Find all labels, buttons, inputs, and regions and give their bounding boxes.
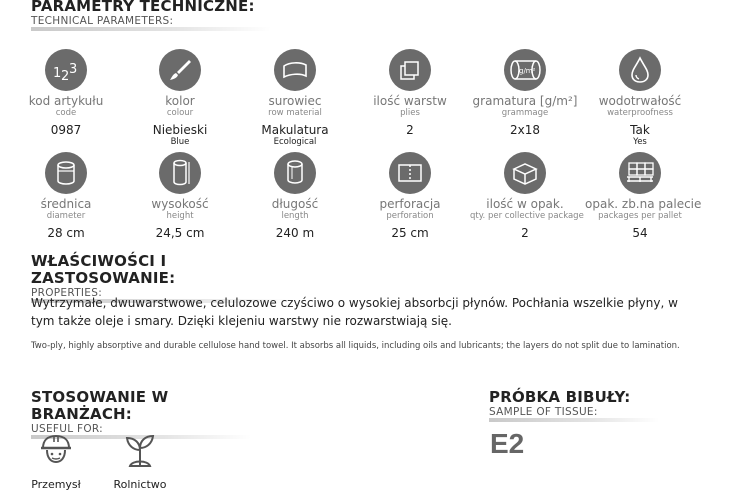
svg-text:1: 1 xyxy=(53,66,62,80)
properties-description-en: Two-ply, highly absorptive and durable cellulose hand towel. It absorbs all liquids, including oils and lubricants; the layers do not split due to lamination. xyxy=(31,341,680,351)
svg-text:g/m²: g/m² xyxy=(519,67,536,75)
param-value-en: Ecological xyxy=(273,137,317,147)
perforation-icon xyxy=(389,152,431,194)
param-value: Makulatura xyxy=(261,123,329,137)
param-perforation xyxy=(355,152,465,240)
param-label: wodotrwałość xyxy=(598,94,682,108)
properties-description-pl: Wytrzymałe, dwuwarstwowe, celulozowe czyściwo o wysokiej absorbcji płynów. Pochłania wszelkie płyny, w tym także oleje i smary. Dzięki klejeniu warstwy nie rozwarstwiają się. xyxy=(31,296,678,328)
section-underline xyxy=(31,27,271,31)
param-label-en: perforation xyxy=(386,211,434,221)
param-label-en: plies xyxy=(400,108,420,118)
param-value: Niebieski xyxy=(152,123,208,137)
param-label-en: packages per pallet xyxy=(598,211,682,221)
section-subtitle: TECHNICAL PARAMETERS: xyxy=(31,15,174,27)
param-value: 2x18 xyxy=(509,123,540,137)
param-grammage xyxy=(470,49,580,137)
grammage-roll-icon xyxy=(504,49,546,91)
param-value: 25 cm xyxy=(391,226,429,240)
param-label-en: qty. per collective package xyxy=(470,211,584,221)
section-title: PARAMETRY TECHNICZNE: xyxy=(31,0,255,15)
param-value: 28 cm xyxy=(47,226,85,240)
param-label-en: height xyxy=(166,211,194,221)
param-label: kolor xyxy=(165,94,195,108)
digits-123-icon xyxy=(45,49,87,91)
param-label: ilość w opak. xyxy=(486,197,564,211)
svg-text:2: 2 xyxy=(61,69,70,80)
paper-sheet-icon xyxy=(274,49,316,91)
param-label-en: length xyxy=(281,211,309,221)
param-label-en: grammage xyxy=(501,108,549,118)
param-value: 54 xyxy=(632,226,648,240)
industry-item-industry xyxy=(21,432,91,491)
section-title: PRÓBKA BIBUŁY: xyxy=(489,388,631,406)
section-subtitle: PROPERTIES: xyxy=(31,287,103,299)
param-label: surowiec xyxy=(268,94,322,108)
water-drop-icon xyxy=(619,49,661,91)
param-label: gramatura [g/m²] xyxy=(472,94,578,108)
plant-sprout-icon xyxy=(105,432,175,474)
param-value: 2 xyxy=(406,123,414,137)
param-label-en: code xyxy=(55,108,77,118)
paintbrush-icon xyxy=(159,49,201,91)
param-label-en: colour xyxy=(166,108,194,118)
param-label-en: diameter xyxy=(46,211,86,221)
package-box-icon xyxy=(504,152,546,194)
param-value: 240 m xyxy=(275,226,315,240)
param-height xyxy=(125,152,235,240)
param-label: długość xyxy=(271,197,319,211)
section-title: WŁAŚCIWOŚCI I ZASTOSOWANIE: xyxy=(31,252,176,287)
pallet-icon xyxy=(619,152,661,194)
technical-parameters-header xyxy=(31,0,271,31)
param-plies xyxy=(355,49,465,137)
param-code xyxy=(11,49,121,137)
section-title: STOSOWANIE W BRANŻACH: xyxy=(31,388,169,423)
industry-label: Przemysł xyxy=(31,478,81,491)
param-value-en: Yes xyxy=(633,137,647,147)
tissue-sample-code: E2 xyxy=(490,428,525,459)
param-value-en: Blue xyxy=(170,137,190,147)
param-label-en: waterproofness xyxy=(607,108,673,118)
param-label: kod artykułu xyxy=(28,94,104,108)
param-length xyxy=(240,152,350,240)
stacked-sheets-icon xyxy=(389,49,431,91)
param-value: 2 xyxy=(521,226,529,240)
section-subtitle: SAMPLE OF TISSUE: xyxy=(489,406,598,418)
param-diameter xyxy=(11,152,121,240)
roll-diameter-icon xyxy=(45,152,87,194)
industry-label: Rolnictwo xyxy=(113,478,167,491)
industry-item-agriculture xyxy=(105,432,175,491)
param-label: wysokość xyxy=(151,197,209,211)
hard-hat-worker-icon xyxy=(21,432,91,474)
roll-length-icon xyxy=(274,152,316,194)
section-underline xyxy=(489,418,659,422)
param-material xyxy=(240,49,350,147)
sample-header xyxy=(489,389,659,422)
param-label: średnica xyxy=(40,197,92,211)
param-waterproofness xyxy=(585,49,695,147)
param-label: opak. zb.na palecie xyxy=(585,197,702,211)
param-label: perforacja xyxy=(379,197,441,211)
param-value: Tak xyxy=(630,123,650,137)
param-package-qty xyxy=(470,152,584,240)
roll-height-icon xyxy=(159,152,201,194)
param-label: ilość warstw xyxy=(373,94,447,108)
param-pallet xyxy=(585,152,702,240)
svg-text:3: 3 xyxy=(69,62,78,77)
section-subtitle: USEFUL FOR: xyxy=(31,423,104,435)
param-colour xyxy=(125,49,235,147)
param-label-en: row material xyxy=(268,108,322,118)
param-value: 0987 xyxy=(50,123,82,137)
param-value: 24,5 cm xyxy=(155,226,205,240)
